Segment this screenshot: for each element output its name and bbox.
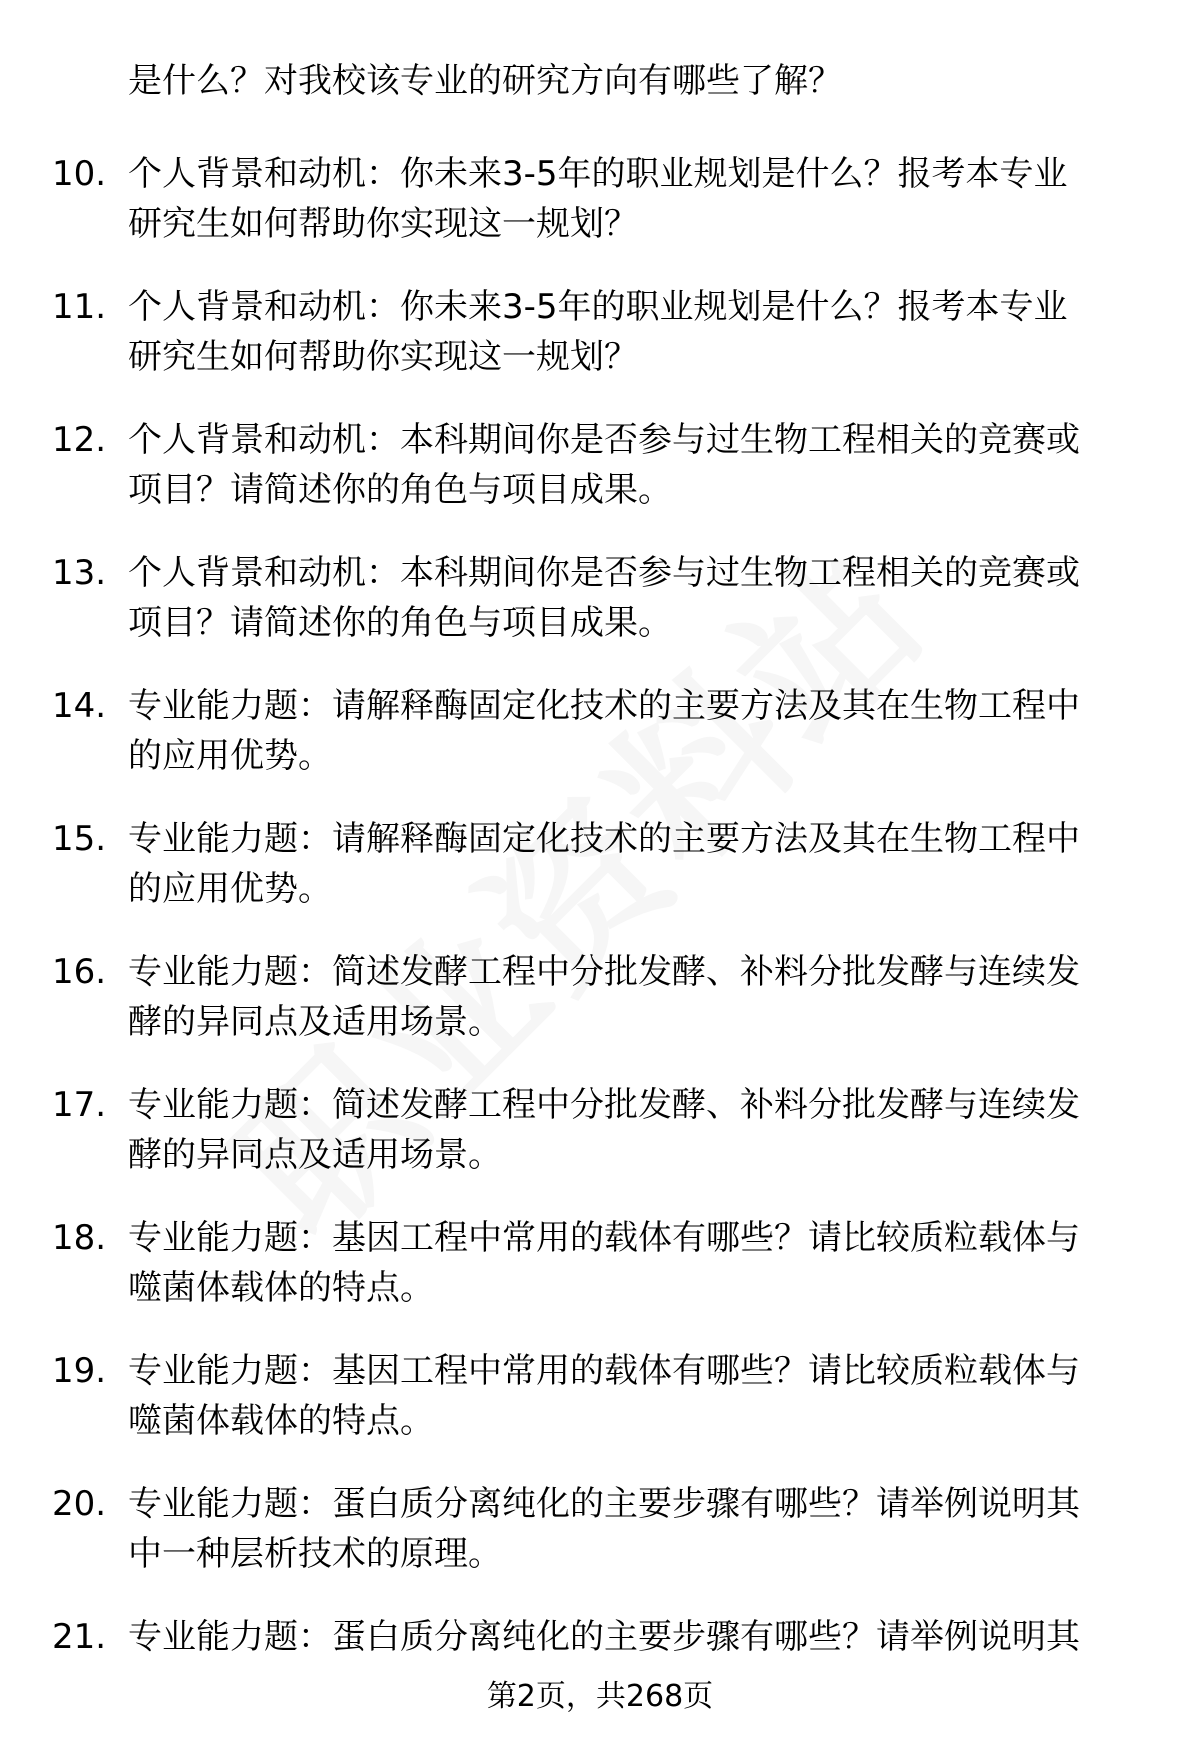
question-text-line-1: 专业能力题：蛋白质分离纯化的主要步骤有哪些？请举例说明其 <box>128 1617 1080 1657</box>
question-item <box>0 1480 1200 1613</box>
question-item <box>0 283 1200 416</box>
question-text-line-2: 项目？请简述你的角色与项目成果。 <box>128 603 672 643</box>
question-text-line-1: 个人背景和动机：你未来3-5年的职业规划是什么？报考本专业 <box>128 154 1068 194</box>
question-text-line-1: 专业能力题：简述发酵工程中分批发酵、补料分批发酵与连续发 <box>128 952 1080 992</box>
page-footer: 第2页，共268页 <box>486 1679 714 1714</box>
question-text-line-2: 研究生如何帮助你实现这一规划？ <box>128 204 638 244</box>
question-text-line-2: 中一种层析技术的原理。 <box>128 1534 502 1574</box>
question-text-line-2: 的应用优势。 <box>128 869 332 909</box>
question-text-line-1: 个人背景和动机：本科期间你是否参与过生物工程相关的竞赛或 <box>128 420 1080 460</box>
question-item <box>0 150 1200 283</box>
question-text-line-1: 专业能力题：请解释酶固定化技术的主要方法及其在生物工程中 <box>128 819 1080 859</box>
question-text-line-1: 专业能力题：基因工程中常用的载体有哪些？请比较质粒载体与 <box>128 1218 1080 1258</box>
question-text-line-1: 专业能力题：基因工程中常用的载体有哪些？请比较质粒载体与 <box>128 1351 1080 1391</box>
question-item <box>0 682 1200 815</box>
question-text-line-2: 的应用优势。 <box>128 736 332 776</box>
question-number: 20. <box>52 1484 107 1524</box>
question-item <box>0 815 1200 948</box>
question-text-line-1: 专业能力题：简述发酵工程中分批发酵、补料分批发酵与连续发 <box>128 1085 1080 1125</box>
question-text-line-2: 噬菌体载体的特点。 <box>128 1268 434 1308</box>
question-number: 15. <box>52 819 107 859</box>
question-text-line-2: 酵的异同点及适用场景。 <box>128 1002 502 1042</box>
question-text-line-1: 专业能力题：请解释酶固定化技术的主要方法及其在生物工程中 <box>128 686 1080 726</box>
question-item <box>0 416 1200 549</box>
question-number: 21. <box>52 1617 107 1657</box>
question-item <box>0 549 1200 682</box>
question-number: 16. <box>52 952 107 992</box>
question-list <box>0 150 1200 1746</box>
question-number: 19. <box>52 1351 107 1391</box>
question-item <box>0 1214 1200 1347</box>
question-item <box>0 1347 1200 1480</box>
question-number: 10. <box>52 154 107 194</box>
question-text-line-1: 个人背景和动机：你未来3-5年的职业规划是什么？报考本专业 <box>128 287 1068 327</box>
question-number: 17. <box>52 1085 107 1125</box>
question-text-line-1: 专业能力题：蛋白质分离纯化的主要步骤有哪些？请举例说明其 <box>128 1484 1080 1524</box>
continuation-line: 是什么？对我校该专业的研究方向有哪些了解？ <box>128 61 842 101</box>
question-number: 18. <box>52 1218 107 1258</box>
question-text-line-2: 项目？请简述你的角色与项目成果。 <box>128 470 672 510</box>
question-text-line-2: 研究生如何帮助你实现这一规划？ <box>128 337 638 377</box>
question-text-line-1: 个人背景和动机：本科期间你是否参与过生物工程相关的竞赛或 <box>128 553 1080 593</box>
question-number: 12. <box>52 420 107 460</box>
question-number: 11. <box>52 287 107 327</box>
question-item <box>0 1081 1200 1214</box>
question-number: 14. <box>52 686 107 726</box>
question-number: 13. <box>52 553 107 593</box>
question-item <box>0 948 1200 1081</box>
question-text-line-2: 酵的异同点及适用场景。 <box>128 1135 502 1175</box>
question-text-line-2: 噬菌体载体的特点。 <box>128 1401 434 1441</box>
